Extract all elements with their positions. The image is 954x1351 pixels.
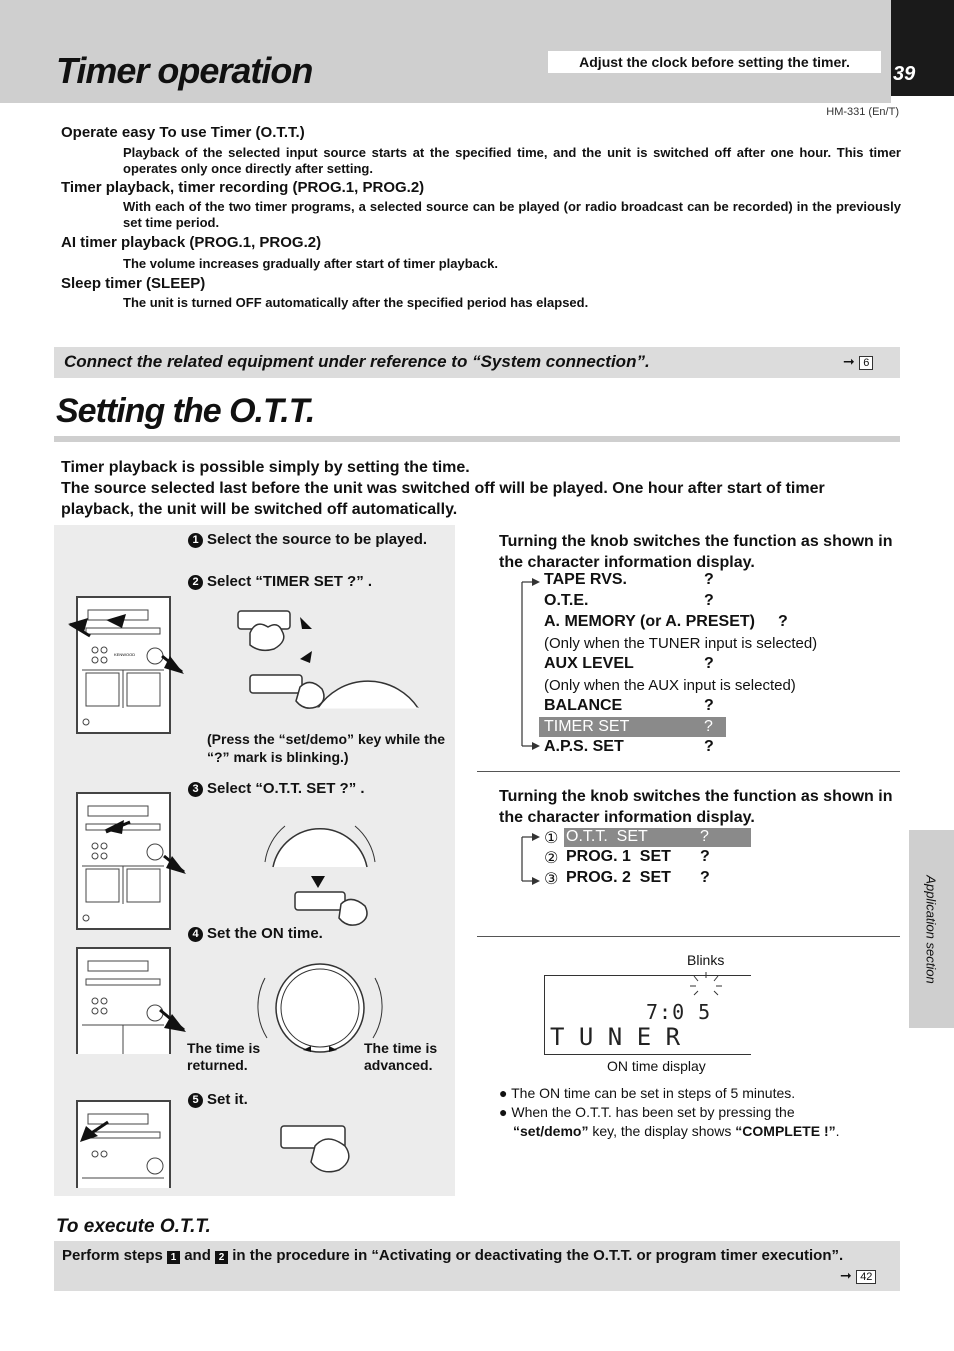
menu2-mark-1: ? xyxy=(700,828,709,845)
menu1-mark-3: ? xyxy=(704,655,714,672)
menu1-item-a-memory: A. MEMORY (or A. PRESET) xyxy=(544,613,755,630)
intro-2: The source selected last before the unit was switched off will be played. One hour after start of timer playback, the unit will be switched off automatically. xyxy=(61,480,825,518)
menu2-mark-3: ? xyxy=(700,869,710,886)
device-brand: KENWOOD xyxy=(114,652,136,657)
menu1-note-tuner: (Only when the TUNER input is selected) xyxy=(544,635,818,652)
step-2 xyxy=(188,573,372,590)
execute-text-and: and xyxy=(184,1247,211,1264)
menu1-item-balance: BALANCE xyxy=(544,697,623,714)
connect-ref-page: 6 xyxy=(859,356,873,370)
set-demo-button-knob-icon xyxy=(230,603,430,713)
page-title: Timer operation xyxy=(56,50,313,91)
timer-heading-ott: Operate easy To use Timer (O.T.T.) xyxy=(61,124,305,141)
section-title: Setting the O.T.T. xyxy=(56,392,315,430)
bullet-1 xyxy=(499,1084,899,1103)
bullet-dot-icon: ● xyxy=(499,1085,508,1101)
arrow-right-icon: ➞ xyxy=(840,1267,852,1283)
timer-body-ai: The volume increases gradually after start of timer playback. xyxy=(123,256,498,271)
connect-ref xyxy=(843,353,873,371)
step-number-4: 4 xyxy=(188,927,203,942)
bullet-2-line-2 xyxy=(513,1122,903,1141)
menu1-mark-4: ? xyxy=(704,697,714,714)
bullet-2-end: . xyxy=(835,1123,840,1139)
step-number-3: 3 xyxy=(188,782,203,797)
step-number-2: 2 xyxy=(188,575,203,590)
menu1-item-ote: O.T.E. xyxy=(544,592,589,609)
step-1-label: Select the source to be played. xyxy=(207,531,428,548)
menu2-num-3: ③ xyxy=(544,871,559,888)
blinks-label: Blinks xyxy=(687,952,725,968)
bullet-2-text-b: key, the display shows xyxy=(592,1123,732,1139)
divider-1 xyxy=(477,771,900,772)
execute-text xyxy=(62,1247,896,1264)
bullet-dot-icon: ● xyxy=(499,1104,508,1120)
timer-body-ott: Playback of the selected input source starts at the specified time, and the unit is switched off after one hour. This timer operates only once directly after setting. xyxy=(123,145,901,176)
step-number-5: 5 xyxy=(188,1093,203,1108)
model-number: HM-331 (En/T) xyxy=(826,106,899,118)
step-2-label: Select “TIMER SET ?” . xyxy=(207,573,373,590)
page-number: 39 xyxy=(893,63,916,85)
on-time-display-caption: ON time display xyxy=(607,1058,706,1074)
bullet-2 xyxy=(499,1103,899,1122)
step-4-label: Set the ON time. xyxy=(207,925,323,942)
step-5-label: Set it. xyxy=(207,1091,248,1108)
timer-body-sleep: The unit is turned OFF automatically after the specified period has elapsed. xyxy=(123,295,589,310)
timer-heading-sleep: Sleep timer (SLEEP) xyxy=(61,275,206,292)
knob-turn-icon xyxy=(255,812,385,927)
step-4 xyxy=(188,925,323,942)
menu2-item-ott-set: O.T.T. SET xyxy=(566,828,648,845)
step-1-square-icon: 1 xyxy=(167,1251,180,1264)
menu2-num-2: ② xyxy=(544,850,559,867)
bullet-1-text: The ON time can be set in steps of 5 minutes. xyxy=(511,1085,796,1101)
menu2-item-prog2-set: PROG. 2 SET xyxy=(566,869,671,886)
execute-title: To execute O.T.T. xyxy=(56,1216,211,1237)
menu1-intro: Turning the knob switches the function as shown in the character information display. xyxy=(499,533,893,571)
execute-text-b: in the procedure in “Activating or deactivating the O.T.T. or program timer execution”. xyxy=(232,1247,844,1264)
divider-2 xyxy=(477,936,900,937)
step-3 xyxy=(188,780,365,797)
execute-text-a: Perform steps xyxy=(62,1247,163,1264)
set-button-press-icon xyxy=(275,1118,385,1178)
side-tab-label: Application section xyxy=(924,874,939,984)
menu2-mark-2: ? xyxy=(700,848,710,865)
time-returned-label: The time is returned. xyxy=(187,1040,261,1073)
arrow-right-icon: ➞ xyxy=(843,353,855,369)
display-time: 7:0 5 xyxy=(646,1000,712,1024)
step-5 xyxy=(188,1091,248,1108)
menu1-mark-5: ? xyxy=(704,718,713,735)
menu1-mark-2: ? xyxy=(778,613,788,630)
time-advanced-label: The time is advanced. xyxy=(364,1040,438,1073)
menu1-mark-6: ? xyxy=(704,738,714,755)
menu1-item-aux-level: AUX LEVEL xyxy=(544,655,634,672)
menu1-mark-1: ? xyxy=(704,592,714,609)
menu1-item-aps-set: A.P.S. SET xyxy=(544,738,624,755)
menu2-num-1: ① xyxy=(544,830,559,847)
menu1-item-tape-rvs: TAPE RVS. xyxy=(544,571,627,588)
step-3-label: Select “O.T.T. SET ?” . xyxy=(207,780,365,797)
display-source: T U N E R xyxy=(550,1023,681,1051)
step-2-square-icon: 2 xyxy=(215,1251,228,1264)
press-arrows-icon xyxy=(66,612,186,682)
connect-text: Connect the related equipment under reference to “System connection”. xyxy=(64,352,650,371)
step-2-note: (Press the “set/demo” key while the “?” mark is blinking.) xyxy=(207,731,446,765)
step-number-1: 1 xyxy=(188,533,203,548)
press-arrows-icon-2 xyxy=(100,812,190,882)
execute-ref-page: 42 xyxy=(856,1270,876,1284)
side-tab-label-wrap xyxy=(909,830,954,1028)
knob-rotate-icon xyxy=(255,958,385,1053)
menu1-mark-0: ? xyxy=(704,571,714,588)
press-arrow-icon-4 xyxy=(76,1110,116,1146)
press-arrow-icon-3 xyxy=(150,1000,190,1036)
menu1-item-timer-set: TIMER SET xyxy=(544,718,630,735)
menu2-item-prog1-set: PROG. 1 SET xyxy=(566,848,671,865)
menu1-note-aux: (Only when the AUX input is selected) xyxy=(544,677,796,694)
execute-ref xyxy=(840,1267,876,1285)
complete-message: “COMPLETE !” xyxy=(735,1123,836,1139)
step-1 xyxy=(188,531,427,548)
bullet-2-text-a: When the O.T.T. has been set by pressing the xyxy=(511,1104,795,1120)
timer-heading-prog: Timer playback, timer recording (PROG.1, PROG.2) xyxy=(61,179,425,196)
menu2-intro: Turning the knob switches the function as shown in the character information display. xyxy=(499,788,893,826)
timer-heading-ai: AI timer playback (PROG.1, PROG.2) xyxy=(61,234,322,251)
section-rule xyxy=(54,436,900,442)
timer-body-prog: With each of the two timer programs, a selected source can be played (or radio broadcast can be recorded) in the previously set time period. xyxy=(123,199,901,230)
set-demo-key: “set/demo” xyxy=(513,1123,589,1139)
intro-1: Timer playback is possible simply by setting the time. xyxy=(61,459,470,476)
menu2-cycle-bracket xyxy=(518,831,542,887)
clock-note: Adjust the clock before setting the timer. xyxy=(548,51,881,73)
